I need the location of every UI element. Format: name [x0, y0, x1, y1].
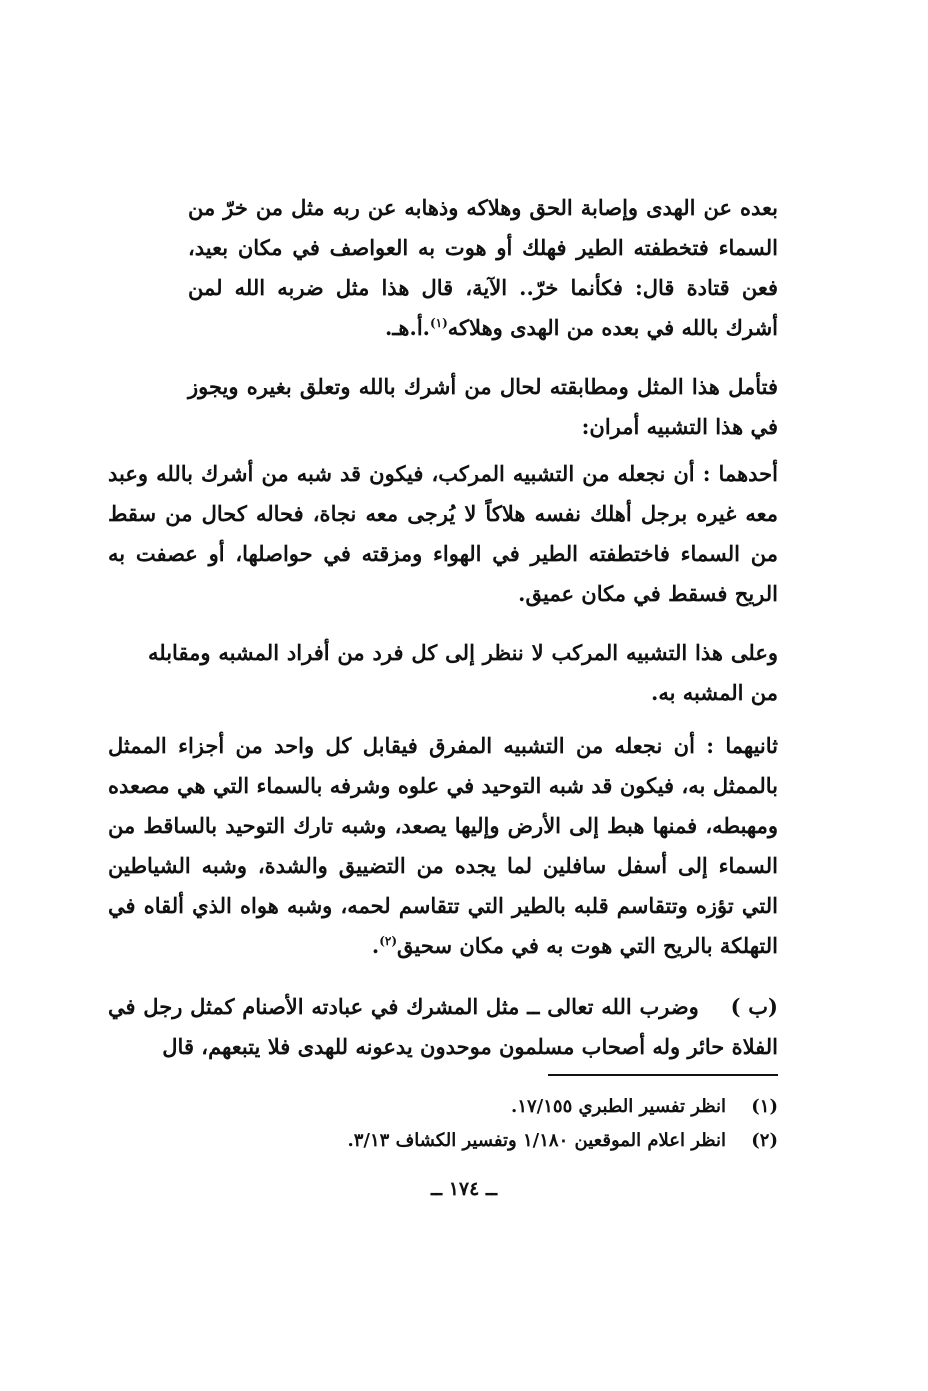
- paragraph-2-text: فتأمل هذا المثل ومطابقته لحال من أشرك بالله وتعلق بغيره ويجوز في هذا التشبيه أمران:: [188, 374, 778, 439]
- footnote-ref-1: (١): [429, 316, 448, 330]
- paragraph-6-text: وضرب الله تعالى ــ مثل المشرك في عبادته الأصنام كمثل رجل في الفلاة حائر وله أصحاب مسلمون موحدون يدعونه للهدى فلا يتبعهم، قال: [108, 994, 778, 1059]
- footnote-2-number: (٢): [751, 1130, 778, 1151]
- footnote-1-number: (١): [751, 1096, 778, 1117]
- paragraph-5-text: أن نجعله من التشبيه المفرق فيقابل كل واحد من أجزاء الممثل بالممثل به، فيكون قد شبه التوحيد في علوه وشرفه بالسماء التي هي مصعده ومهبطه، فمنها هبط إلى الأرض وإليها يصعد، وشبه تارك التوحيد بالساقط من السماء إلى أسفل سافلين لما يجده من التضييق والشدة، وشبه الشياطين التي تؤزه وتتقاسم قلبه بالطير التي تتقاسم لحمه، وشبه هواه الذي ألقاه في التهلكة بالريح التي هوت به في مكان سحيق: [108, 733, 778, 958]
- footnote-2: [258, 1124, 778, 1158]
- footnote-ref-2: (٢): [379, 934, 398, 948]
- footnote-2-text: انظر اعلام الموقعين ١/١٨٠ وتفسير الكشاف ٣/١٣.: [347, 1130, 726, 1151]
- paragraph-5: [108, 726, 778, 966]
- paragraph-1-text: بعده عن الهدى وإصابة الحق وهلاكه وذهابه عن ربه مثل من خرّ من السماء فتخطفته الطير فهلك أو هوت به العواصف في مكان بعيد، فعن قتادة قال: فكأنما خرّ.. الآية، قال هذا مثل ضربه الله لمن أشرك بالله في بعده من الهدى وهلاكه: [188, 195, 778, 340]
- footnote-divider: [548, 1074, 778, 1076]
- paragraph-6: [108, 987, 778, 1067]
- paragraph-3-lead: أحدهما :: [702, 461, 779, 486]
- footnotes: [258, 1090, 778, 1158]
- paragraph-4-text: وعلى هذا التشبيه المركب لا ننظر إلى كل فرد من أفراد المشبه ومقابله من المشبه به.: [148, 640, 778, 705]
- paragraph-3: [108, 454, 778, 614]
- paragraph-5-lead: ثانيهما :: [706, 733, 778, 758]
- page-number: ــ ١٧٤ ــ: [430, 1178, 498, 1200]
- paragraph-1: [188, 188, 778, 348]
- paragraph-4: [148, 633, 778, 713]
- paragraph-5-tail: .: [371, 933, 380, 958]
- paragraph-1-tail: .أ.هـ.: [384, 315, 430, 340]
- footnote-1: [258, 1090, 778, 1124]
- paragraph-6-lead: (ب ): [730, 994, 778, 1019]
- paragraph-2: [188, 367, 778, 447]
- paragraph-3-text: أن نجعله من التشبيه المركب، فيكون قد شبه من أشرك بالله وعبد معه غيره برجل أهلك نفسه هلاكاً لا يُرجى معه نجاة، فحاله كحال من سقط من السماء فاختطفته الطير في الهواء ومزقته في حواصلها، أو عصفت به الريح فسقط في مكان عميق.: [108, 461, 778, 606]
- footnote-1-text: انظر تفسير الطبري ١٧/١٥٥.: [511, 1096, 726, 1117]
